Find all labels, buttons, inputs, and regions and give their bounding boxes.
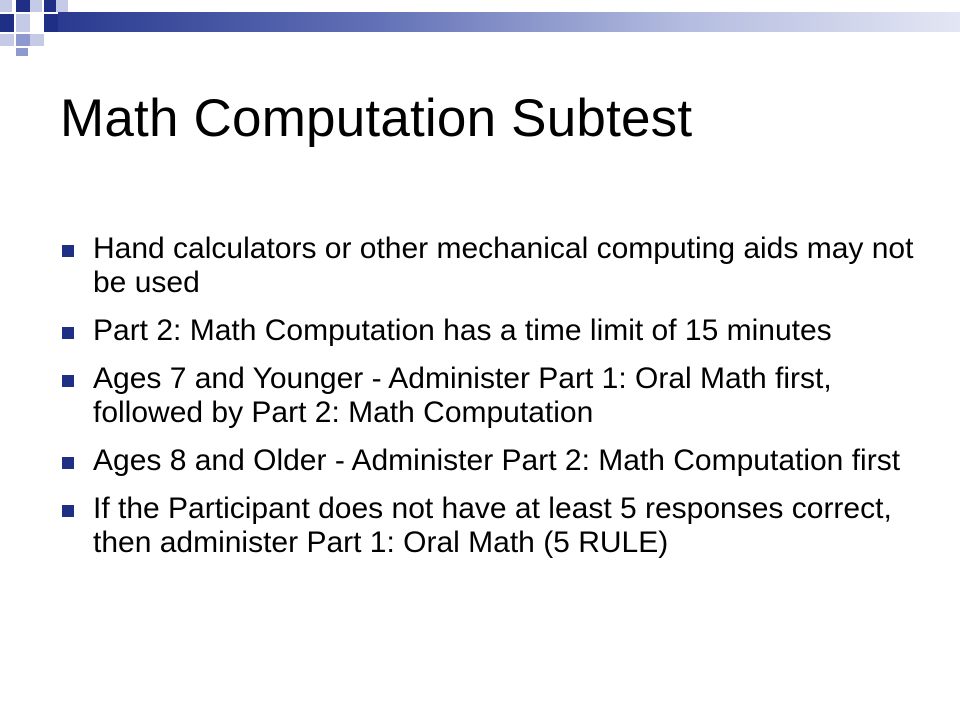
bullet-text: If the Participant does not have at least 5 responses correct, then administer Part 1: Oral Math (5 RULE) xyxy=(93,492,892,559)
square-bullet-icon xyxy=(62,245,74,257)
bullet-text: Part 2: Math Computation has a time limit of 15 minutes xyxy=(93,314,832,347)
decorative-square-mid xyxy=(16,34,30,46)
bullet-text: Hand calculators or other mechanical computing aids may not be used xyxy=(93,232,914,299)
bullet-item xyxy=(60,362,920,430)
decorative-square-navy xyxy=(0,14,14,32)
decorative-square-light xyxy=(0,0,12,12)
square-bullet-icon xyxy=(62,375,74,387)
header-gradient-bar xyxy=(58,12,960,32)
bullet-item xyxy=(60,314,920,348)
bullet-item xyxy=(60,444,920,478)
bullet-text: Ages 8 and Older - Administer Part 2: Math Computation first xyxy=(93,444,901,477)
square-bullet-icon xyxy=(62,327,74,339)
decorative-square-mid xyxy=(16,48,28,56)
decorative-square-navy xyxy=(44,14,58,32)
square-bullet-icon xyxy=(62,505,74,517)
bullet-list xyxy=(60,232,920,574)
bullet-item xyxy=(60,232,920,300)
decorative-square-light xyxy=(30,0,42,12)
decorative-square-light xyxy=(0,34,14,46)
decorative-square-light xyxy=(30,34,44,46)
square-bullet-icon xyxy=(62,457,74,469)
decorative-square-navy xyxy=(16,0,30,12)
bullet-item xyxy=(60,492,920,560)
slide-title: Math Computation Subtest xyxy=(60,89,693,148)
decorative-square-navy xyxy=(44,0,56,12)
decorative-square-light xyxy=(56,0,68,12)
bullet-text: Ages 7 and Younger - Administer Part 1: Oral Math first, followed by Part 2: Math Computation xyxy=(93,362,832,429)
decorative-square-light xyxy=(16,14,30,32)
